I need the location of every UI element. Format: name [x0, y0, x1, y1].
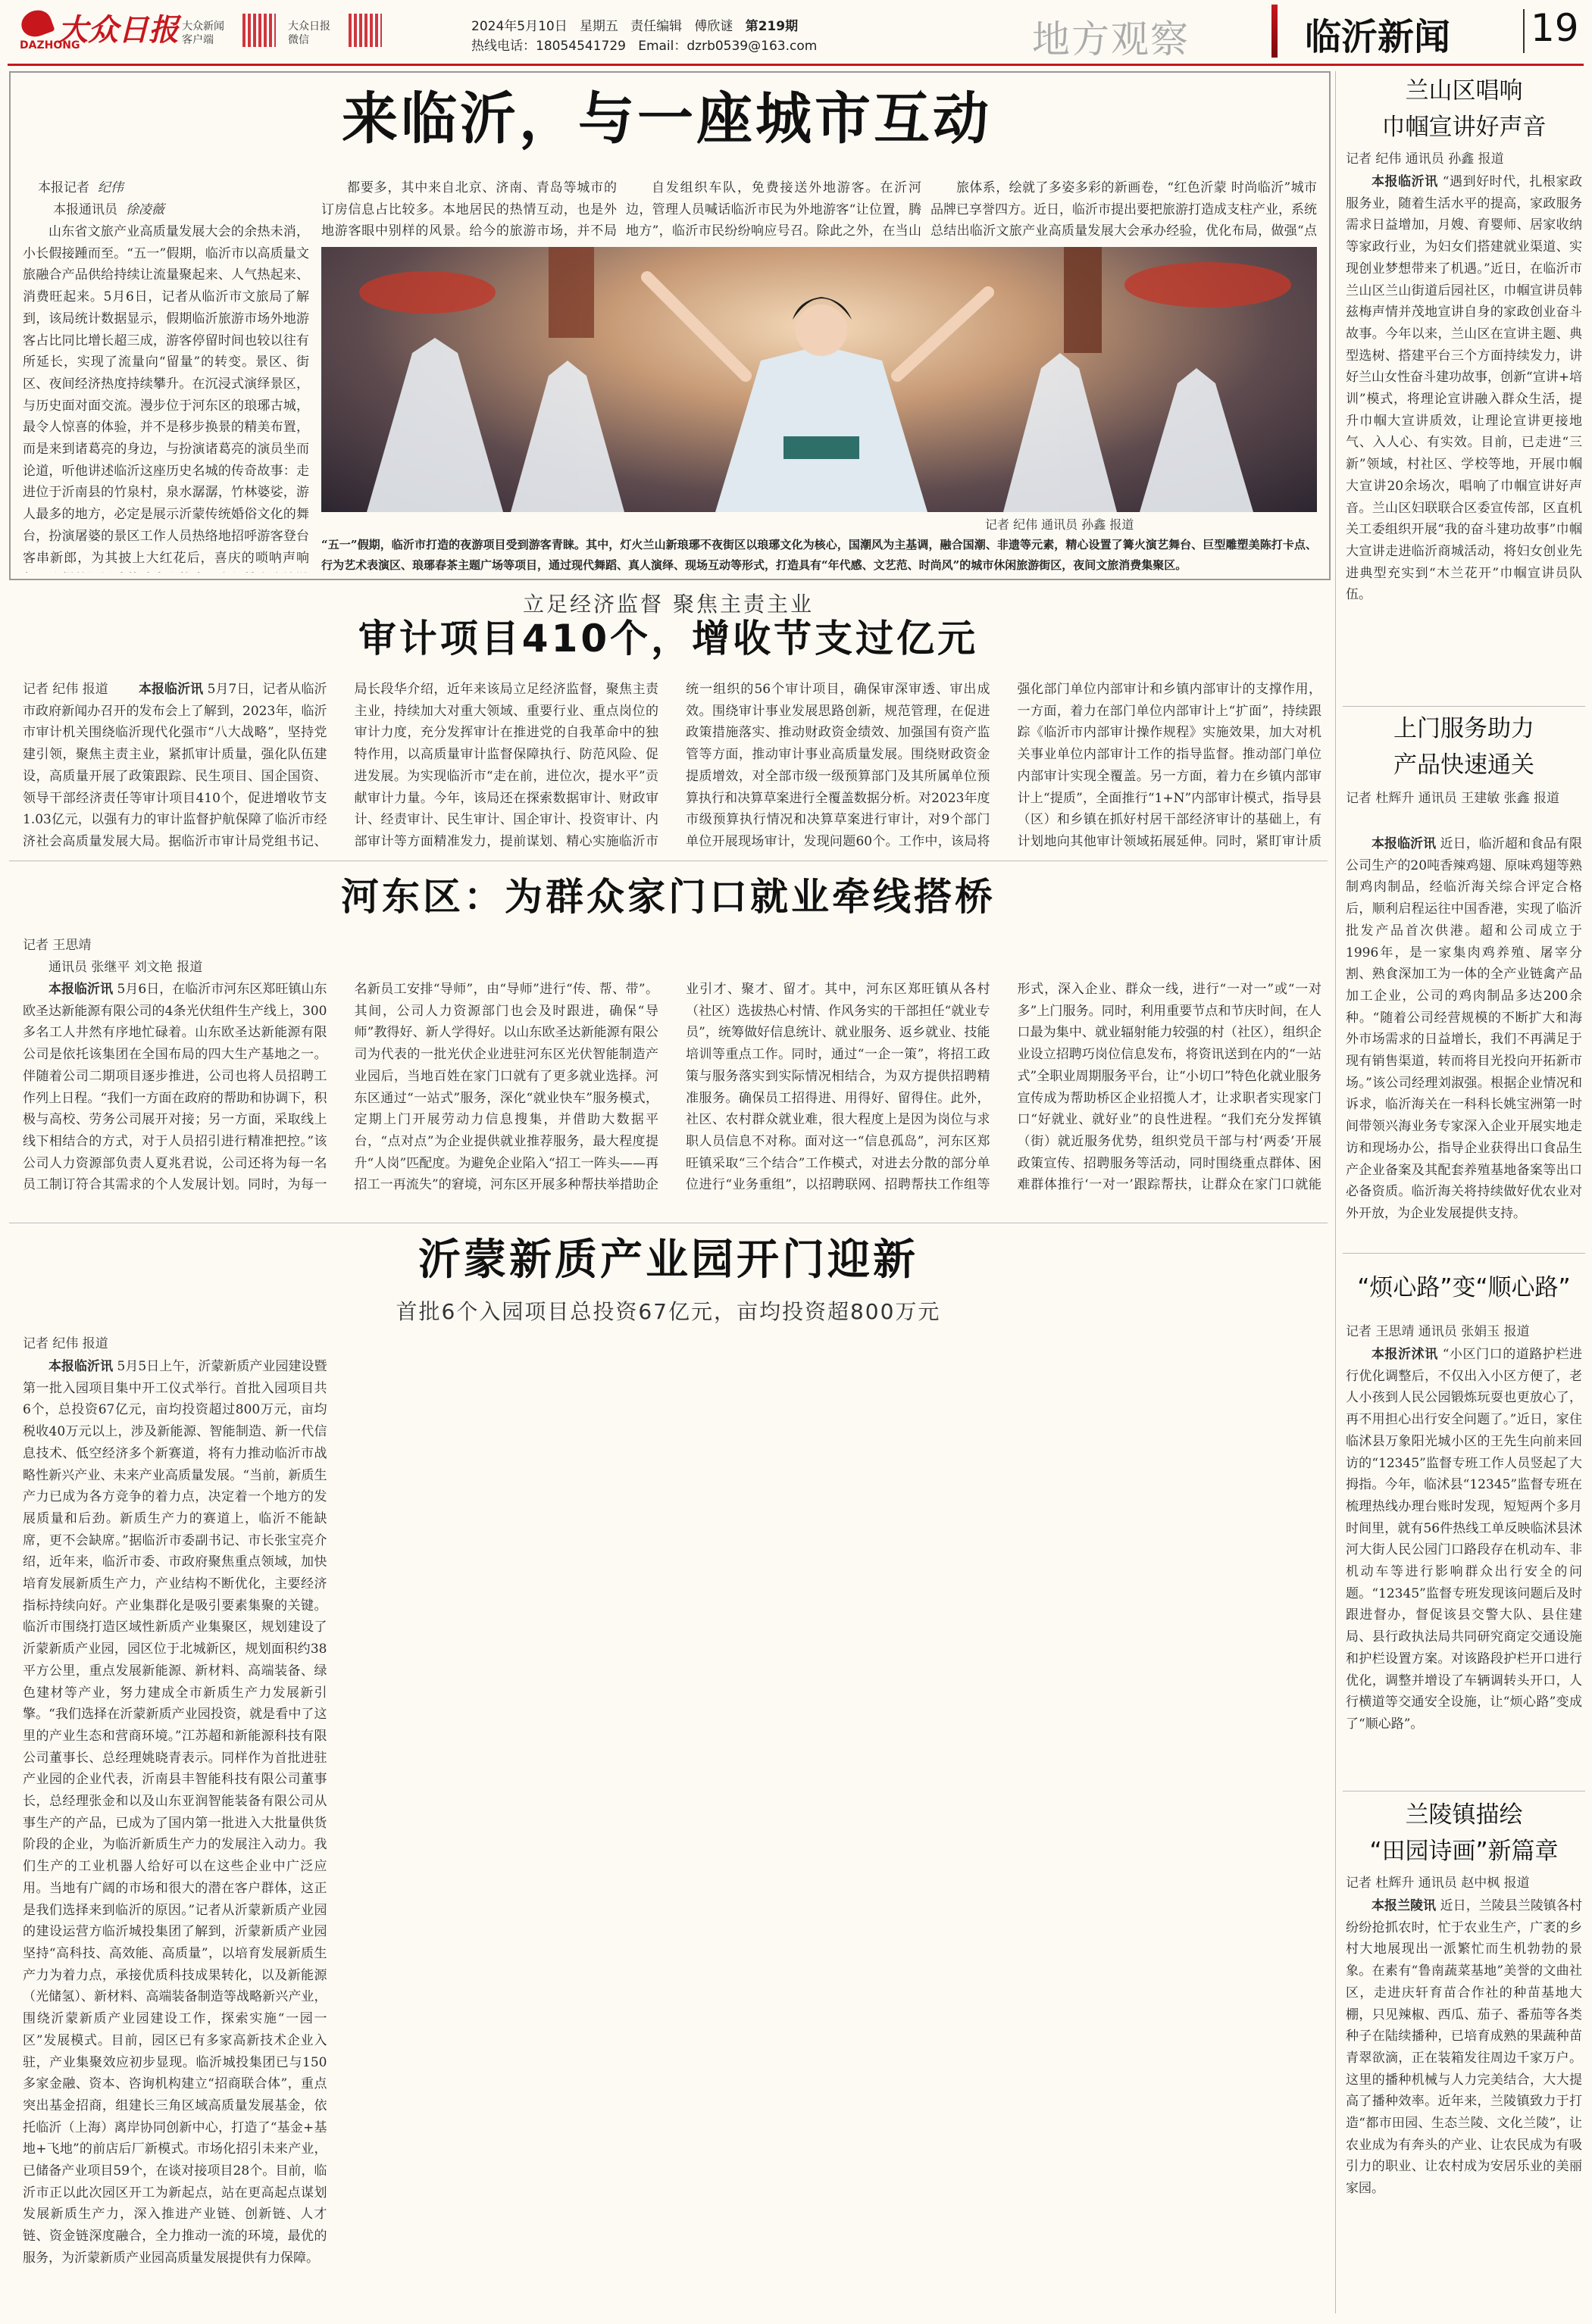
tower-icon	[1271, 5, 1278, 58]
app-label-2: 大众日报微信	[288, 20, 330, 46]
audit-kicker: 立足经济监督 聚焦主责主业	[523, 592, 814, 617]
lead-column-4: 旅体系，绘就了多姿多彩的新画卷，“红色沂蒙 时尚临沂”城市品牌已享誉四方。近日，临沂市提出要把旅游打造成支柱产业，系统总结出临沂文旅产业高质量发展大会承办经验，优化布局，做强“点	[930, 180, 1317, 239]
issue-number: 第219期	[745, 19, 799, 34]
sidebar-2-body: 本报临沂讯 近日，临沂超和食品有限公司生产的20吨香辣鸡翅、原味鸡翅等熟制鸡肉制品，经临沂海关综合评定合格后，顺利启程运往中国香港，实现了临沂批发产品首次供港。超和公司成立于1996年，是一家集肉鸡养殖、屠宰分割、熟食深加工为一体的全产业链禽产品加工企业，公司的鸡肉制品多达200余种。“随着公司经营规模的不断扩大和海外市场需求的日益增长，我们不再满足于现有销售渠道，转而将目光投向开拓新市场。”该公司经理刘淑强。根据企业情况和诉求，临沂海关在一科科长姚宝洲第一时间带领兴海业务专家深入企业开展实地走访和现场办公，指导企业获得出口食品生产企业备案及其配套养殖基地备案等出口必备资质。临沂海关将持续做好优农业对外开放，为企业发展提供支持。	[1346, 836, 1582, 1221]
qr-code-icon	[349, 14, 382, 47]
photo-credit: 记者 纪伟 通讯员 孙鑫 报道	[985, 517, 1134, 532]
edition-name: 临沂新闻	[1305, 16, 1451, 58]
sidebar-divider	[1335, 71, 1336, 2313]
logo-text: 大众日报	[58, 12, 179, 48]
sidebar-3-byline: 记者 王思靖 通讯员 张娟玉 报道	[1346, 1324, 1530, 1339]
lead-column-1: 山东省文旅产业高质量发展大会的余热未消，小长假接踵而至。“五一”假期，临沂市以高质量文旅融合产品供给持续让流量聚起来、人气热起来、消费旺起来。5月6日，记者从临沂市文旅局了解到，该局统计数据显示，假期临沂旅游市场外地游客占比同比增长超三成，游客停留时间也较以往有所延长，实现了流量向“留量”的转变。景区、街区、夜间经济热度持续攀升。在沉浸式演绎景区，与历史面对面交流。漫步位于河东区的琅琊古城，最令人惊喜的体验，并不是移步换景的精美布置，而是来到诸葛亮的身边，与扮演诸葛亮的演员坐而论道，听他讲述临沂这座历史名城的传奇故事：走进位于沂南县的竹泉村，泉水潺潺，竹林婆娑，游人最多的地方，必定是展示沂蒙传统婚俗文化的舞台，扮演屠婆的景区工作人员热络地招呼游客登台客串新郎，为其披上大红花后，喜庆的唢呐声响	[23, 224, 309, 566]
logo-mark-icon	[17, 6, 55, 41]
sidebar-separator	[1343, 1253, 1585, 1254]
sidebar-2-byline: 记者 杜辉升 通讯员 王建敏 张鑫 报道	[1346, 791, 1560, 806]
hotline: 热线电话：18054541729	[471, 39, 626, 54]
hedong-headline: 河东区：为群众家门口就业牵线搭桥	[341, 875, 996, 919]
lead-column-3: 自发组织车队，免费接送外地游客。在沂河边，管理人员喊话临沂市民为外地游客“让位置，腾地方”，临沂市民纷纷响应号召。除此之外，在当山	[626, 180, 921, 239]
sidebar-3-body: 本报沂沭讯 “小区门口的道路护栏进行优化调整后，不仅出入小区方便了，老人小孩到人民公园锻炼玩耍也更放心了，再不用担心出行安全问题了。”近日，家住临沭县万象阳光城小区的王先生向前来回访的“12345”监督专班工作人员竖起了大拇指。今年，临沭县“12345”监督专班在梳理热线办理台账时发现，短短两个多月时间里，就有56件热线工单反映临沭县沭河大街人民公园门口路段存在机动车、非机动车等进行影响群众出行安全的问题。“12345”监督专班发现该问题后及时跟进督办，督促该县交警大队、县住建局、县行政执法局共同研究商定交通设施和护栏设置方案。对该路段护栏开口进行优化，调整并增设了车辆调转头开口，人行横道等交通安全设施，让“烦心路”变成了“顺心路”。	[1346, 1347, 1582, 1732]
audit-body: 本报临沂讯 5月7日，记者从临沂市政府新闻办召开的发布会上了解到，2023年，临沂市审计机关围绕临沂现代化强市“八大战略”，坚持党建引领，聚焦主责主业，紧抓审计质量，强化队伍建设，高质量开展了政策跟踪、民生项目、国企国资、领导干部经济责任等审计项目410个，促进增收节支1.03亿元，以强有力的审计监督护航保障了临沂市经济社会高质量发展大局。据临沂市审计局党组书记、局长段华介绍，近年来该局立足经济监督，聚焦主责主业，持续加大对重大领域、重要行业、重点岗位的审计力度，充分发挥审计在推进党的自我革命中的独特作用，以高质量审计监督保障执行、防范风险、促进发展。为实现临沂市“走在前，进位次，提水平”贡献审计力量。今年，该局还在探索数据审计、财政审计、经责审计、民生审计、国企审计、投资审计、内部审计等方面精准发力，提前谋划、精心实施临沂市统一组织的56个审计项目，确保审深审透、审出成效。围绕审计事业发展思路创新，规范管理，在促进政策措施落实、推动财政资金绩效、加强国有资产监管等方面，推动审计事业高质量发展。围绕财政资金提质增效，对全部市级一级预算部门及其所属单位预算执行和决算草案进行全覆盖数据分析。对2023年度市级预算执行情况和决算草案进行审计，对9个部门单位开展现场审计，发现问题60个。工作中，该局将强化部门单位内部审计和乡镇内部审计的支撑作用，一方面，着力在部门单位内部审计上“扩面”，持续跟踪《临沂市内部审计操作规程》实施效果，加大对机关事业单位内部审计工作的指导监督。推动部门单位内部审计实现全覆盖。另一方面，着力在乡镇内部审计上“提质”，全面推行“1+N”内部审计模式，指导县（区）和乡镇在抓好村居干部经济审计的基础上，有计划地向其他审计领域拓展延伸。同时，紧盯审计质	[23, 682, 1321, 849]
audit-headline: 审计项目410个，增收节支过亿元	[358, 617, 979, 661]
audit-byline: 记者 纪伟 报道	[23, 682, 108, 697]
yimeng-subtitle: 首批6个入园项目总投资67亿元，亩均投资超800万元	[396, 1299, 941, 1324]
app-label-1: 大众新闻客户端	[182, 20, 224, 46]
photo-caption: “五一”假期，临沂市打造的夜游项目受到游客青睐。其中，灯火兰山新琅琊不夜街区以琅琊文化为核心，国潮风为主基调，融合国潮、非遗等元素，精心设置了篝火演艺舞台、巨型雕塑美陈打卡点、行为艺术表演区、琅琊春茶主题广场等项目，通过现代舞蹈、真人演绎、现场互动等形式，打造具有“年代感、文艺范、时尚风”的城市休闲旅游街区，夜间文旅消费集聚区。	[321, 538, 1317, 572]
page-number: 19	[1531, 6, 1579, 50]
sidebar-separator	[1343, 706, 1585, 707]
hedong-body: 本报临沂讯 5月6日，在临沂市河东区郑旺镇山东欧圣达新能源有限公司的4条光伏组件生产线上，300多名工人井然有序地忙碌着。山东欧圣达新能源有限公司是依托该集团在全国布局的四大生产基地之一。伴随着公司二期项目逐步推进，公司也将人员招聘工作列上日程。“我们一方面在政府的帮助和协调下，积极与高校、劳务公司展开对接；另一方面，采取线上线下相结合的方式，对于人员招引进行精准把控。”该公司人力资源部负责人夏兆君说，公司还将为每一名员工制订符合其需求的个人发展计划。同时，为每一名新员工安排“导师”，由“导师”进行“传、帮、带”。其间，公司人力资源部门也会及时跟进，确保“导师”教得好、新人学得好。以山东欧圣达新能源有限公司为代表的一批光伏企业进驻河东区光伏智能制造产业园后，当地百姓在家门口就有了更多就业选择。河东区通过“一站式”服务，深化“就业快车”服务模式，定期上门开展劳动力信息搜集，并借助大数据平台，“点对点”为企业提供就业推荐服务，最大程度提升“人岗”匹配度。为避免企业陷入“招工一阵头——再招工一再流失”的窘境，河东区开展多种帮扶举措助企业引才、聚才、留才。其中，河东区郑旺镇从各村（社区）选拔热心村情、作风务实的干部担任“就业专员”，统筹做好信息统计、就业服务、返乡就业、技能培训等重点工作。同时，通过“一企一策”，将招工政策与服务落实到实际情况相结合，为双方提供招聘精准服务。确保员工招得进、用得好、留得住。此外，社区、农村群众就业难，很大程度上是因为岗位与求职人员信息不对称。面对这一“信息孤岛”，河东区郑旺镇采取“三个结合”工作模式，对进去分散的部分单位进行“业务重组”，以招聘联网、招聘帮扶工作组等形式，深入企业、群众一线，进行“一对一”或“一对多”上门服务。同时，利用重要节点和节庆时间，在人口最为集中、就业辐射能力较强的村（社区），组织企业设立招聘巧岗位信息发布，将资讯送到在内的“一站式”全职业周期服务平台，让“小切口”特色化就业服务宣传成为帮助桥区企业招揽人才，让求职者实现家门口“好就业、就好业”的良性进程。“我们充分发挥镇（街）就近服务优势，组织党员干部与村‘两委’开展政策宣传、招聘服务等活动，同时围绕重点群体、困难群体推行‘一对一’跟踪帮扶，让群众在家门口就能	[23, 982, 1321, 1193]
editor-name: 傅欣谜	[694, 19, 733, 34]
email: Email：dzrb0539@163.com	[638, 39, 818, 54]
editor-label: 责任编辑	[630, 19, 683, 34]
masthead	[0, 0, 1592, 62]
qr-code-icon	[242, 14, 276, 47]
edition-divider	[1523, 9, 1525, 53]
sidebar-3-title: “烦心路”变“顺心路”	[1357, 1274, 1571, 1301]
issue-date: 2024年5月10日	[471, 19, 568, 34]
hedong-byline: 记者 王思靖 通讯员 张继平 刘文艳 报道	[23, 938, 203, 975]
sidebar-1-byline: 记者 纪伟 通讯员 孙鑫 报道	[1346, 151, 1504, 167]
lead-column-2: 都要多，其中来自北京、济南、青岛等城市的订房信息占比较多。本地居民的热情互动，也是外地游客眼中别样的风景。给今的旅游市场，并不局	[321, 180, 617, 239]
lead-photo	[321, 247, 1317, 512]
lead-headline: 来临沂，与一座城市互动	[342, 86, 992, 151]
yimeng-byline: 记者 纪伟 报道	[23, 1336, 108, 1351]
dancers-illustration	[321, 247, 1317, 512]
section-name: 地方观察	[1032, 17, 1190, 61]
masthead-rule	[8, 64, 1584, 66]
logo-sub: DAZHONG	[20, 39, 80, 52]
sidebar-4-byline: 记者 杜辉升 通讯员 赵中枫 报道	[1346, 1876, 1530, 1891]
weekday: 星期五	[579, 19, 618, 34]
yimeng-headline: 沂蒙新质产业园开门迎新	[418, 1235, 918, 1285]
lead-byline: 本报记者 纪伟 本报通讯员 徐凌薇	[38, 180, 164, 217]
sidebar-4-body: 本报兰陵讯 近日，兰陵县兰陵镇各村纷纷抢抓农时，忙于农业生产，广袤的乡村大地展现出一派繁忙而生机勃勃的景象。在素有“鲁南蔬菜基地”美誉的文曲社区，走进庆轩育苗合作社的种苗基地大棚，只见辣椒、西瓜、茄子、番茄等各类种子在陆续播种，已培育成熟的果蔬种苗青翠欲滴，正在装箱发往周边千家万户。这里的播种机械与人力完美结合，大大提高了播种效率。近年来，兰陵镇致力于打造“都市田园、生态兰陵、文化兰陵”，让农业成为有奔头的产业、让农民成为有吸引力的职业、让农村成为安居乐业的美丽家园。	[1346, 1898, 1582, 2197]
sidebar-4-title: 兰陵镇描绘 “田园诗画”新篇章	[1369, 1801, 1559, 1865]
yimeng-body: 本报临沂讯 5月5日上午，沂蒙新质产业园建设暨第一批入园项目集中开工仪式举行。首批入园项目共6个，总投资67亿元，亩均投资超过800万元，亩均税收40万元以上，涉及新能源、智能制造、新一代信息技术、低空经济多个新赛道，将有力推动临沂市战略性新兴产业、未来产业高质量发展。“当前，新质生产力已成为各方竞争的着力点，决定着一个地方的发展质量和后劲。新质生产力的赛道上，临沂不能缺席，更不会缺席。”据临沂市委副书记、市长张宝亮介绍，近年来，临沂市委、市政府聚焦重点领域，加快培育发展新质生产力，产业结构不断优化，主要经济指标持续向好。产业集群化是吸引要素集聚的关键。临沂市围绕打造区域性新质产业集聚区，规划建设了沂蒙新质产业园，园区位于北城新区，规划面积约38平方公里，重点发展新能源、新材料、高端装备、绿色建材等产业，努力建成全市新质生产力发展新引擎。“我们选择在沂蒙新质产业园投资，就是看中了这里的产业生态和营商环境。”江苏超和新能源科技有限公司董事长、总经理姚晓青表示。同样作为首批进驻产业园的企业代表，沂南县丰智能科技有限公司董事长，总经理张金和以及山东亚润智能装备有限公司从事生产的产品，已成为了国内第一批进入大批量供货阶段的企业，为临沂新质生产力的发展注入动力。我们生产的工业机器人给好可以在这些企业中广泛应用。当地有广阔的市场和很大的潜在客户群体，这正是我们选择来到临沂的原因。”记者从沂蒙新质产业园的建设运营方临沂城投集团了解到，沂蒙新质产业园坚持“高科技、高效能、高质量”，以培育发展新质生产力为着力点，承接优质科技成果转化，以及新能源（光储氢）、新材料、高端装备制造等战略新兴产业，围绕沂蒙新质产业园建设工作，探索实施“一园一区”发展模式。目前，园区已有多家高新技术企业入驻，产业集聚效应初步显现。临沂城投集团已与150多家金融、资本、咨询机构建立“招商联合体”，重点突出基金招商，组建长三角区域高质量发展基金，依托临沂（上海）离岸协同创新中心，打造了“基金+基地+飞地”的前店后厂新模式。市场化招引未来产业，已储备产业项目59个，在谈对接项目28个。目前，临沂市正以此次园区开工为新起点，站在更高起点谋划发展新质生产力，深入推进产业链、创新链、人才链、资金链深度融合，全力推动一流的环境，最优的服务，为沂蒙新质产业园高质量发展提供有力保障。	[23, 1359, 327, 2266]
sidebar-2-title: 上门服务助力 产品快速通关	[1393, 715, 1534, 779]
sidebar-1-body: 本报临沂讯 “遇到好时代，扎根家政服务业，随着生活水平的提高，家政服务需求日益增加，月嫂、育婴师、居家收纳等家政行业，为妇女们搭建就业渠道、实现创业梦想带来了机遇。”近日，在临沂市兰山区兰山街道后园社区，巾帼宣讲员韩兹梅声情并茂地宣讲自身的家政创业奋斗故事。今年以来，兰山区在宣讲主题、典型选树、搭建平台三个方面持续发力，讲好兰山女性奋斗建功故事，创新“宣讲+培训”模式，将理论宣讲融入群众生活，提升巾帼大宣讲质效，让理论宣讲更接地气、入人心、有实效。目前，已走进“三新”领域，村社区、学校等地，开展巾帼大宣讲20余场次，唱响了巾帼宣讲好声音。兰山区妇联联合区委宣传部，区直机关工委组织开展“我的奋斗建功故事”巾帼大宣讲走进临沂商城活动，将妇女创业先进典型充实到“木兰花开”巾帼宣讲员队伍。	[1346, 174, 1582, 603]
sidebar-1-title: 兰山区唱响 巾帼宣讲好声音	[1381, 77, 1547, 141]
